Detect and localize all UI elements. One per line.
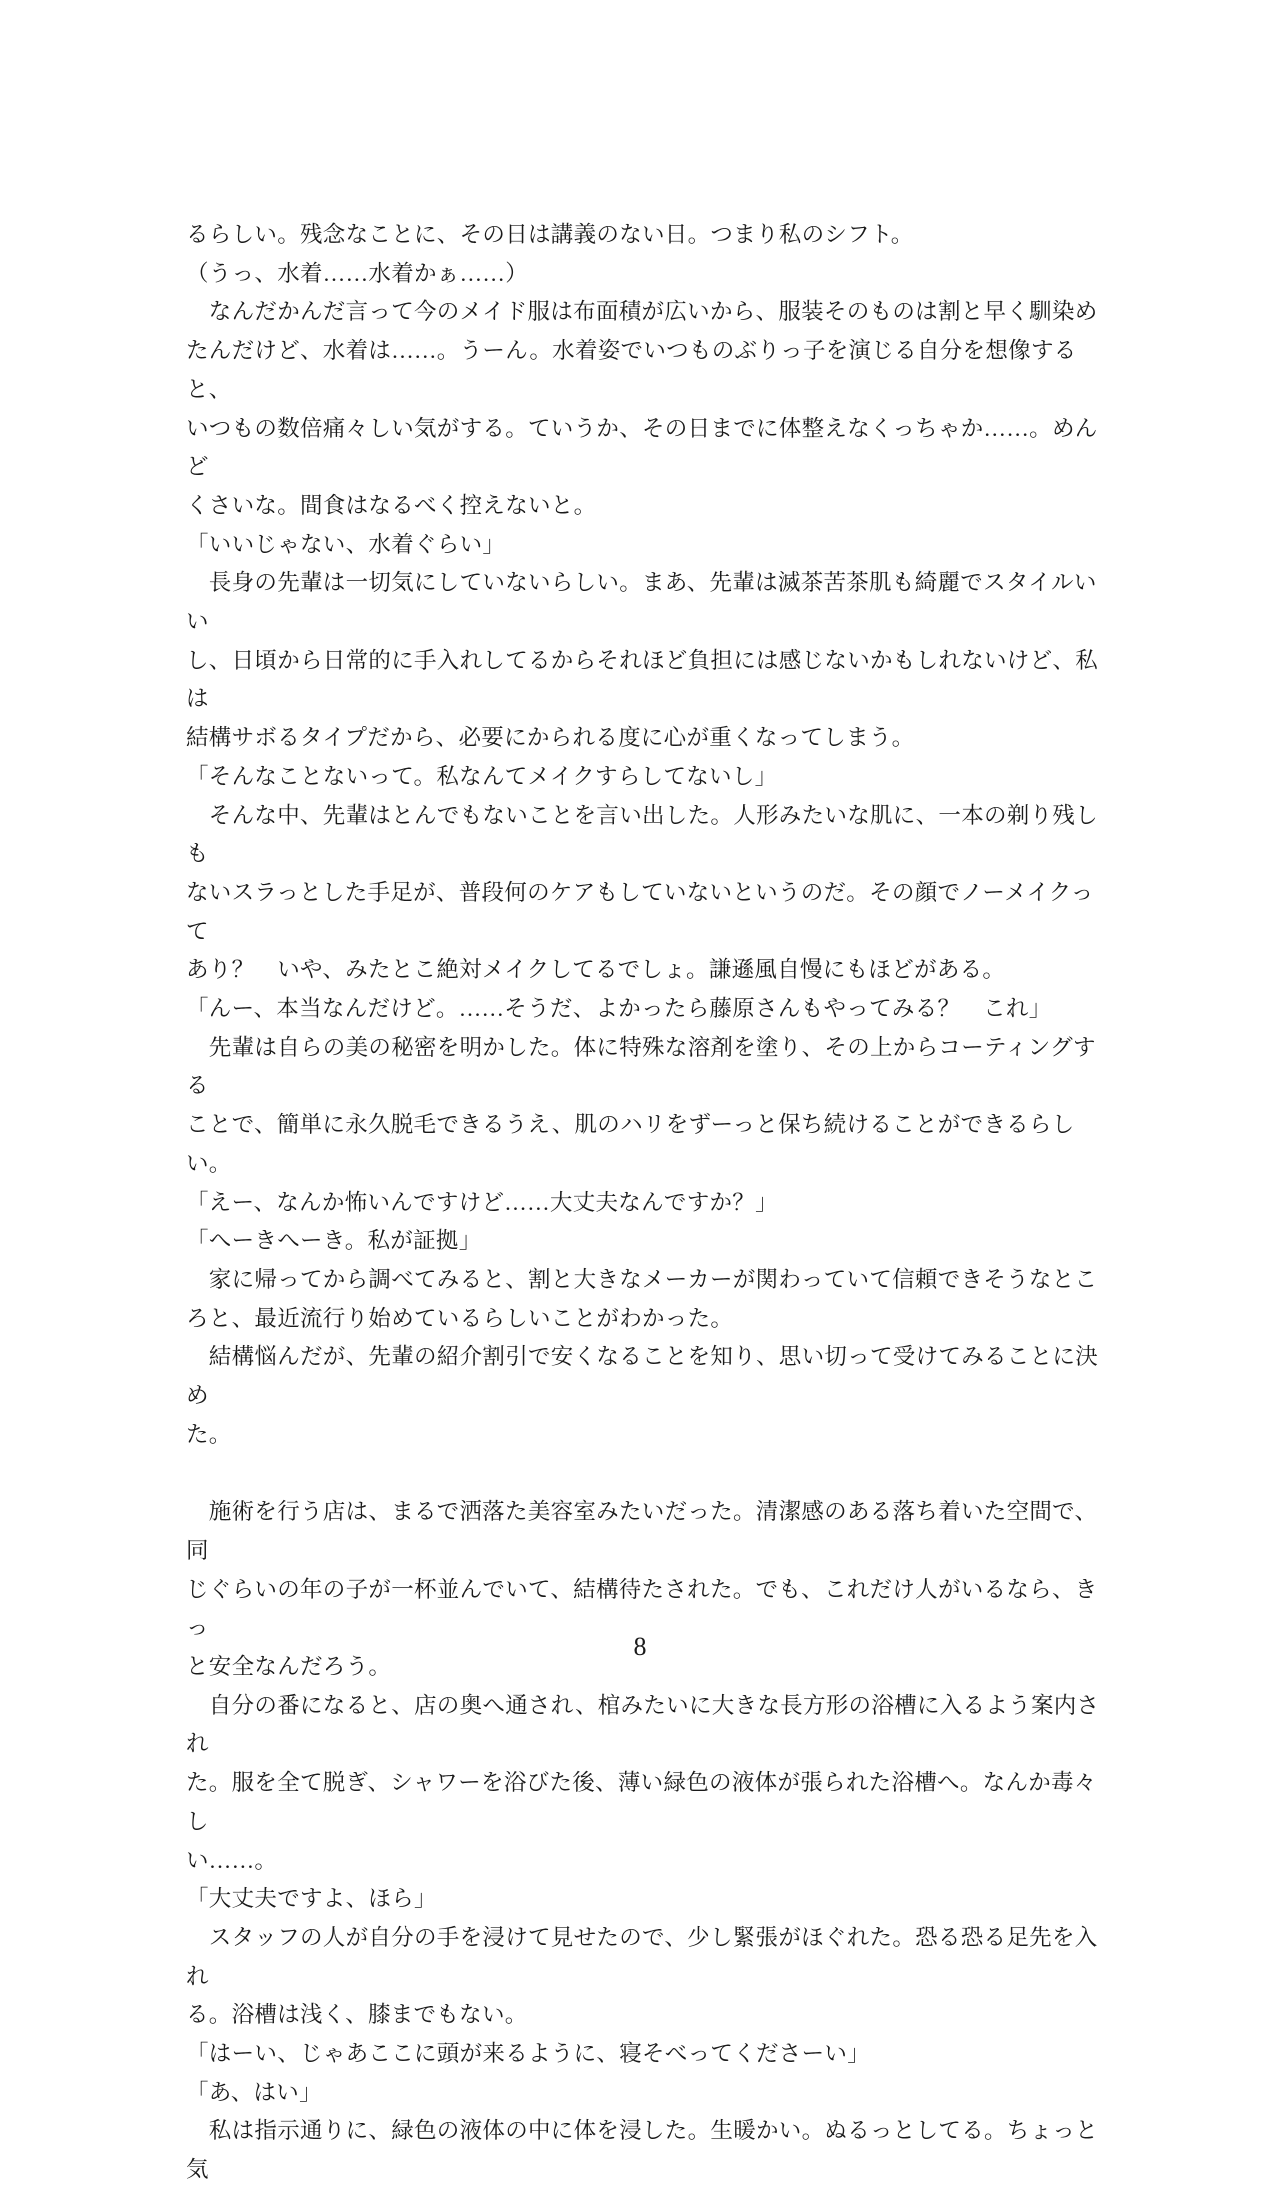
text-line: た。服を全て脱ぎ、シャワーを浴びた後、薄い緑色の液体が張られた浴槽へ。なんか毒々し [186,1770,1097,1834]
text-line: くさいな。間食はなるべく控えないと。 [186,492,597,518]
text-line: 自分の番になると、店の奥へ通され、棺みたいに大きな長方形の浴槽に入るよう案内され [186,1692,1100,1757]
text-line: た。 [186,1421,232,1447]
text-line: い……。 [186,1847,278,1873]
text-line: 「大丈夫ですよ、ほら」 [186,1886,437,1912]
text-line: 「いいじゃない、水着ぐらい」 [186,531,506,557]
text-line: 長身の先輩は一切気にしていないらしい。まあ、先輩は滅茶苦茶肌も綺麗でスタイルいい [186,570,1097,635]
text-line: 「へーきへーき。私が証拠」 [186,1228,482,1254]
text-line: る。浴槽は浅く、膝までもない。 [186,2002,528,2028]
text-line: 家に帰ってから調べてみると、割と大きなメーカーが関わっていて信頼できそうなとこ [186,1266,1098,1292]
text-line: なんだかんだ言って今のメイド服は布面積が広いから、服装そのものは割と早く馴染め [186,299,1098,325]
text-line: 先輩は自らの美の秘密を明かした。体に特殊な溶剤を塗り、その上からコーティングする [186,1034,1096,1099]
text-line: と安全なんだろう。 [186,1654,392,1679]
text-line: し、日頃から日常的に手入れしてるからそれほど負担には感じないかもしれないけど、私は [186,647,1099,712]
text-line: 「あ、はい」 [186,2079,322,2105]
text-line: じぐらいの年の子が一杯並んでいて、結構待たされた。でも、これだけ人がいるなら、きっ [186,1576,1098,1641]
text-line: 「んー、本当なんだけど。……そうだ、よかったら藤原さんもやってみる？ これ」 [186,996,1052,1022]
text-line: るらしい。残念なことに、その日は講義のない日。つまり私のシフト。 [186,222,914,247]
text-line: スタッフの人が自分の手を浸けて見せたので、少し緊張がほぐれた。恐る恐る足先を入れ [186,1924,1098,1989]
text-line: 結構サボるタイプだから、必要にかられる度に心が重くなってしまう。 [186,725,915,751]
text-line: 「はーい、じゃあここに頭が来るように、寝そべってくださーい」 [186,2041,871,2067]
text-line: 「そんなことないって。私なんてメイクすらしてないし」 [186,763,778,789]
text-line: 施術を行う店は、まるで洒落た美容室みたいだった。清潔感のある落ち着いた空間で、同 [186,1499,1098,1563]
text-line: （うっ、水着……水着かぁ……） [186,260,529,286]
body-text [186,216,1116,2190]
text-line: そんな中、先輩はとんでもないことを言い出した。人形みたいな肌に、一本の剃り残しも [186,802,1099,867]
text-line: ことで、簡単に永久脱毛できるうえ、肌のハリをずーっと保ち続けることができるらしい。 [186,1112,1075,1176]
page-number: 8 [633,1632,647,1661]
text-line: 「えー、なんか怖いんですけど……大丈夫なんですか？」 [186,1189,778,1215]
text-line: あり？ いや、みたとこ絶対メイクしてるでしょ。謙遜風自慢にもほどがある。 [186,957,1006,983]
text-line: 私は指示通りに、緑色の液体の中に体を浸した。生暖かい。ぬるっとしてる。ちょっと気 [186,2118,1099,2183]
text-line: ないスラっとした手足が、普段何のケアもしていないというのだ。その顔でノーメイクって [186,879,1094,944]
text-line: 結構悩んだが、先輩の紹介割引で安くなることを知り、思い切って受けてみることに決め [186,1344,1099,1409]
text-line: たんだけど、水着は……。うーん。水着姿でいつものぶりっ子を演じる自分を想像すると、 [186,338,1077,402]
text-line [186,1455,1116,1494]
text-line: ろと、最近流行り始めているらしいことがわかった。 [186,1305,734,1331]
text-line: いつもの数倍痛々しい気がする。ていうか、その日までに体整えなくっちゃか……。めんど [186,415,1098,480]
